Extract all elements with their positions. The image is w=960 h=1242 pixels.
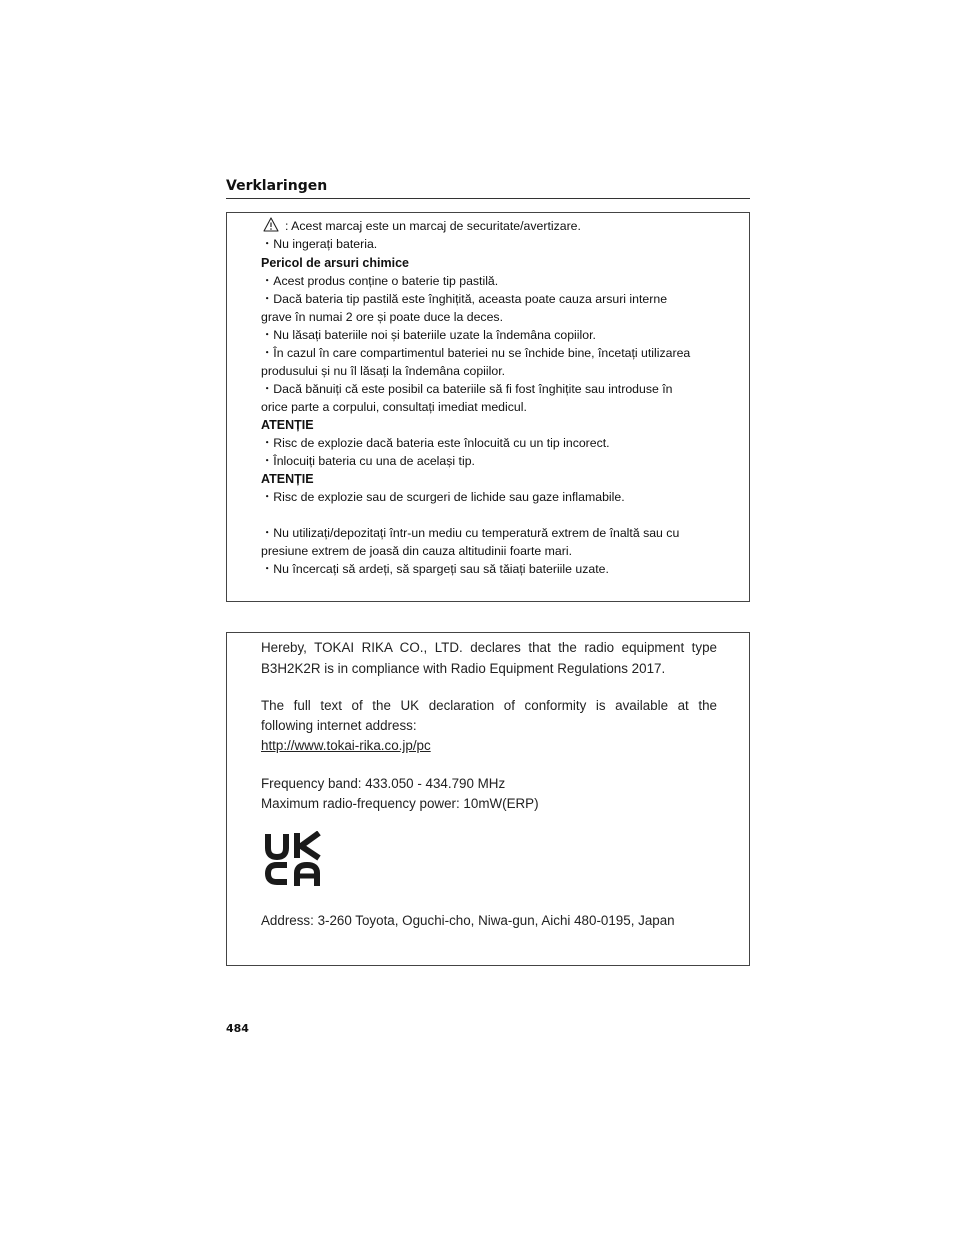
warning-line: presiune extrem de joasă din cauza altitudinii foarte mari. — [261, 544, 573, 558]
romanian-battery-warning-box — [226, 212, 750, 602]
warning-line: ・Dacă bănuiți că este posibil ca bateriile să fi fost înghițite sau introduse în — [261, 382, 673, 396]
declaration-text-line: B3H2K2R is in compliance with Radio Equipment Regulations 2017. — [261, 661, 666, 676]
warning-line: ・Nu încercați să ardeți, să spargeți sau să tăiați bateriile uzate. — [261, 562, 609, 576]
frequency-band: Frequency band: 433.050 - 434.790 MHz — [261, 776, 506, 791]
warning-subheading: Pericol de arsuri chimice — [261, 256, 409, 270]
warning-line: ・Înlocuiți bateria cu una de același tip. — [261, 454, 475, 468]
full-text-line: following internet address: — [261, 718, 417, 733]
warning-line: ・Nu utilizați/depozitați într-un mediu cu temperatură extrem de înaltă sau cu — [261, 526, 680, 540]
warning-line: ・Dacă bateria tip pastilă este înghițită, aceasta poate cauza arsuri interne — [261, 292, 668, 306]
ukca-mark-logo — [265, 831, 325, 889]
warning-subheading: ATENȚIE — [261, 472, 314, 486]
warning-subheading: ATENȚIE — [261, 418, 314, 432]
warning-line: ・Risc de explozie sau de scurgeri de lichide sau gaze inflamabile. — [261, 490, 625, 504]
section-title: Verklaringen — [226, 178, 328, 194]
uk-declaration-box — [226, 632, 750, 966]
warning-line: ・Acest produs conține o baterie tip pastilă. — [261, 274, 499, 288]
page-number: 484 — [226, 1022, 249, 1035]
declaration-url-link[interactable]: http://www.tokai-rika.co.jp/pc — [261, 738, 431, 753]
warning-line: ・Nu ingerați bateria. — [261, 237, 378, 251]
warning-line: ・Nu lăsați bateriile noi și bateriile uzate la îndemâna copiilor. — [261, 328, 596, 342]
warning-line: orice parte a corpului, consultați imediat medicul. — [261, 400, 527, 414]
section-divider — [226, 198, 750, 199]
warning-triangle-icon — [263, 217, 279, 232]
warning-line: ・Risc de explozie dacă bateria este înlocuită cu un tip incorect. — [261, 436, 610, 450]
manufacturer-address: Address: 3-260 Toyota, Oguchi-cho, Niwa-gun, Aichi 480-0195, Japan — [261, 913, 675, 928]
full-text-line: The full text of the UK declaration of conformity is available at the — [261, 698, 717, 713]
warning-line: grave în numai 2 ore și poate duce la deces. — [261, 310, 503, 324]
warning-line: ・În cazul în care compartimentul bateriei nu se închide bine, încetați utilizarea — [261, 346, 691, 360]
max-rf-power: Maximum radio-frequency power: 10mW(ERP) — [261, 796, 539, 811]
warning-line: produsului și nu îl lăsați la îndemâna copiilor. — [261, 364, 506, 378]
declaration-text-line: Hereby, TOKAI RIKA CO., LTD. declares that the radio equipment type — [261, 640, 717, 655]
warning-mark-text: : Acest marcaj este un marcaj de securitate/avertizare. — [285, 219, 581, 233]
